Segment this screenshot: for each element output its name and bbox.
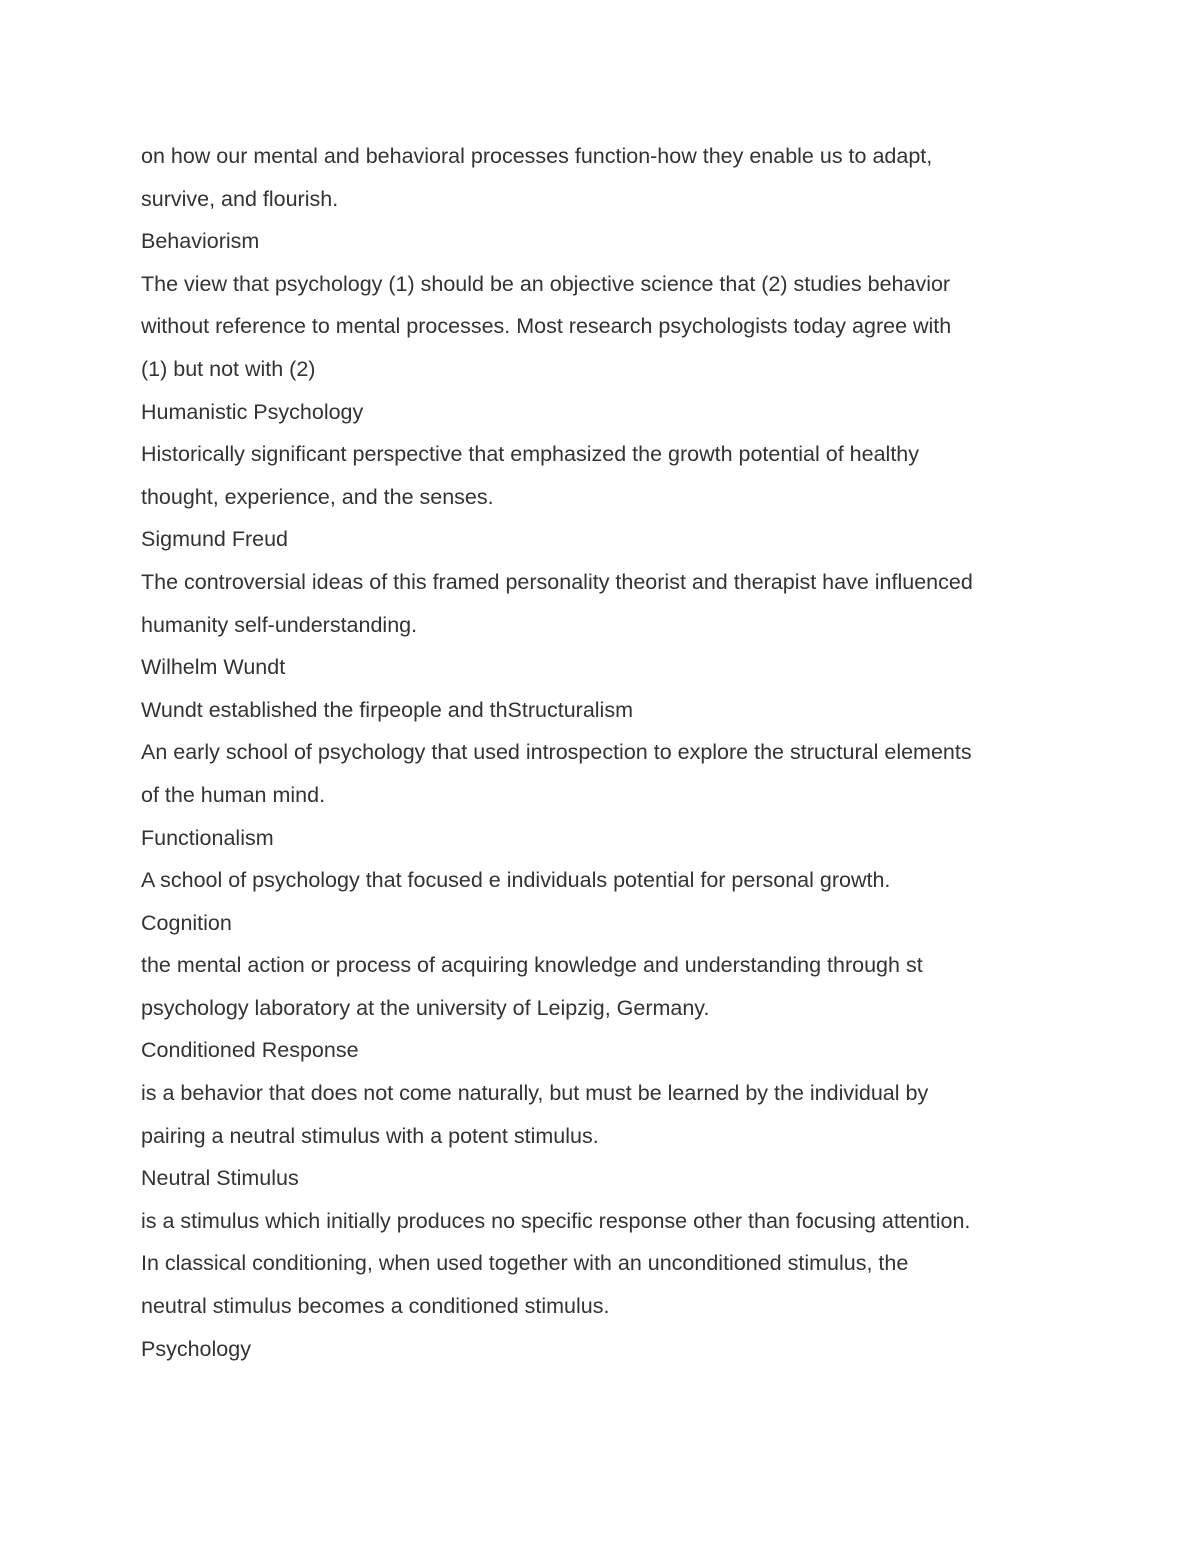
text-line: A school of psychology that focused e individuals potential for personal growth.	[141, 868, 891, 893]
term-heading: Psychology	[141, 1336, 251, 1361]
text-line: neutral stimulus becomes a conditioned stimulus.	[141, 1294, 610, 1319]
term-heading: Conditioned Response	[141, 1038, 359, 1063]
text-line: survive, and flourish.	[141, 186, 339, 211]
term-heading: Functionalism	[141, 825, 274, 850]
term-heading: Behaviorism	[141, 229, 260, 254]
text-line: humanity self-understanding.	[141, 612, 418, 637]
term-heading: Wilhelm Wundt	[141, 655, 286, 680]
text-line: on how our mental and behavioral processes function-how they enable us to adapt,	[141, 144, 933, 168]
text-line: (1) but not with (2)	[141, 356, 316, 381]
text-line: is a behavior that does not come naturally, but must be learned by the individual by	[141, 1081, 929, 1106]
text-line: of the human mind.	[141, 782, 326, 807]
text-line: Wundt established the firpeople and thStructuralism	[141, 697, 633, 722]
term-heading: Cognition	[141, 910, 232, 935]
text-line: An early school of psychology that used introspection to explore the structural elements	[141, 740, 972, 765]
text-line: In classical conditioning, when used together with an unconditioned stimulus, the	[141, 1251, 909, 1276]
document-text	[141, 135, 1071, 1370]
text-line: without reference to mental processes. Most research psychologists today agree with	[141, 314, 952, 339]
text-line: is a stimulus which initially produces no specific response other than focusing attention.	[141, 1208, 971, 1233]
term-heading: Humanistic Psychology	[141, 399, 364, 424]
text-line: thought, experience, and the senses.	[141, 484, 494, 509]
text-line: The controversial ideas of this framed personality theorist and therapist have influenced	[141, 569, 973, 594]
text-line: The view that psychology (1) should be an objective science that (2) studies behavior	[141, 271, 951, 296]
text-line: pairing a neutral stimulus with a potent stimulus.	[141, 1123, 599, 1148]
text-line: the mental action or process of acquiring knowledge and understanding through st	[141, 953, 923, 978]
term-heading: Sigmund Freud	[141, 527, 288, 552]
term-heading: Neutral Stimulus	[141, 1166, 299, 1191]
text-line: Historically significant perspective that emphasized the growth potential of healthy	[141, 442, 919, 467]
text-line: psychology laboratory at the university of Leipzig, Germany.	[141, 995, 710, 1020]
